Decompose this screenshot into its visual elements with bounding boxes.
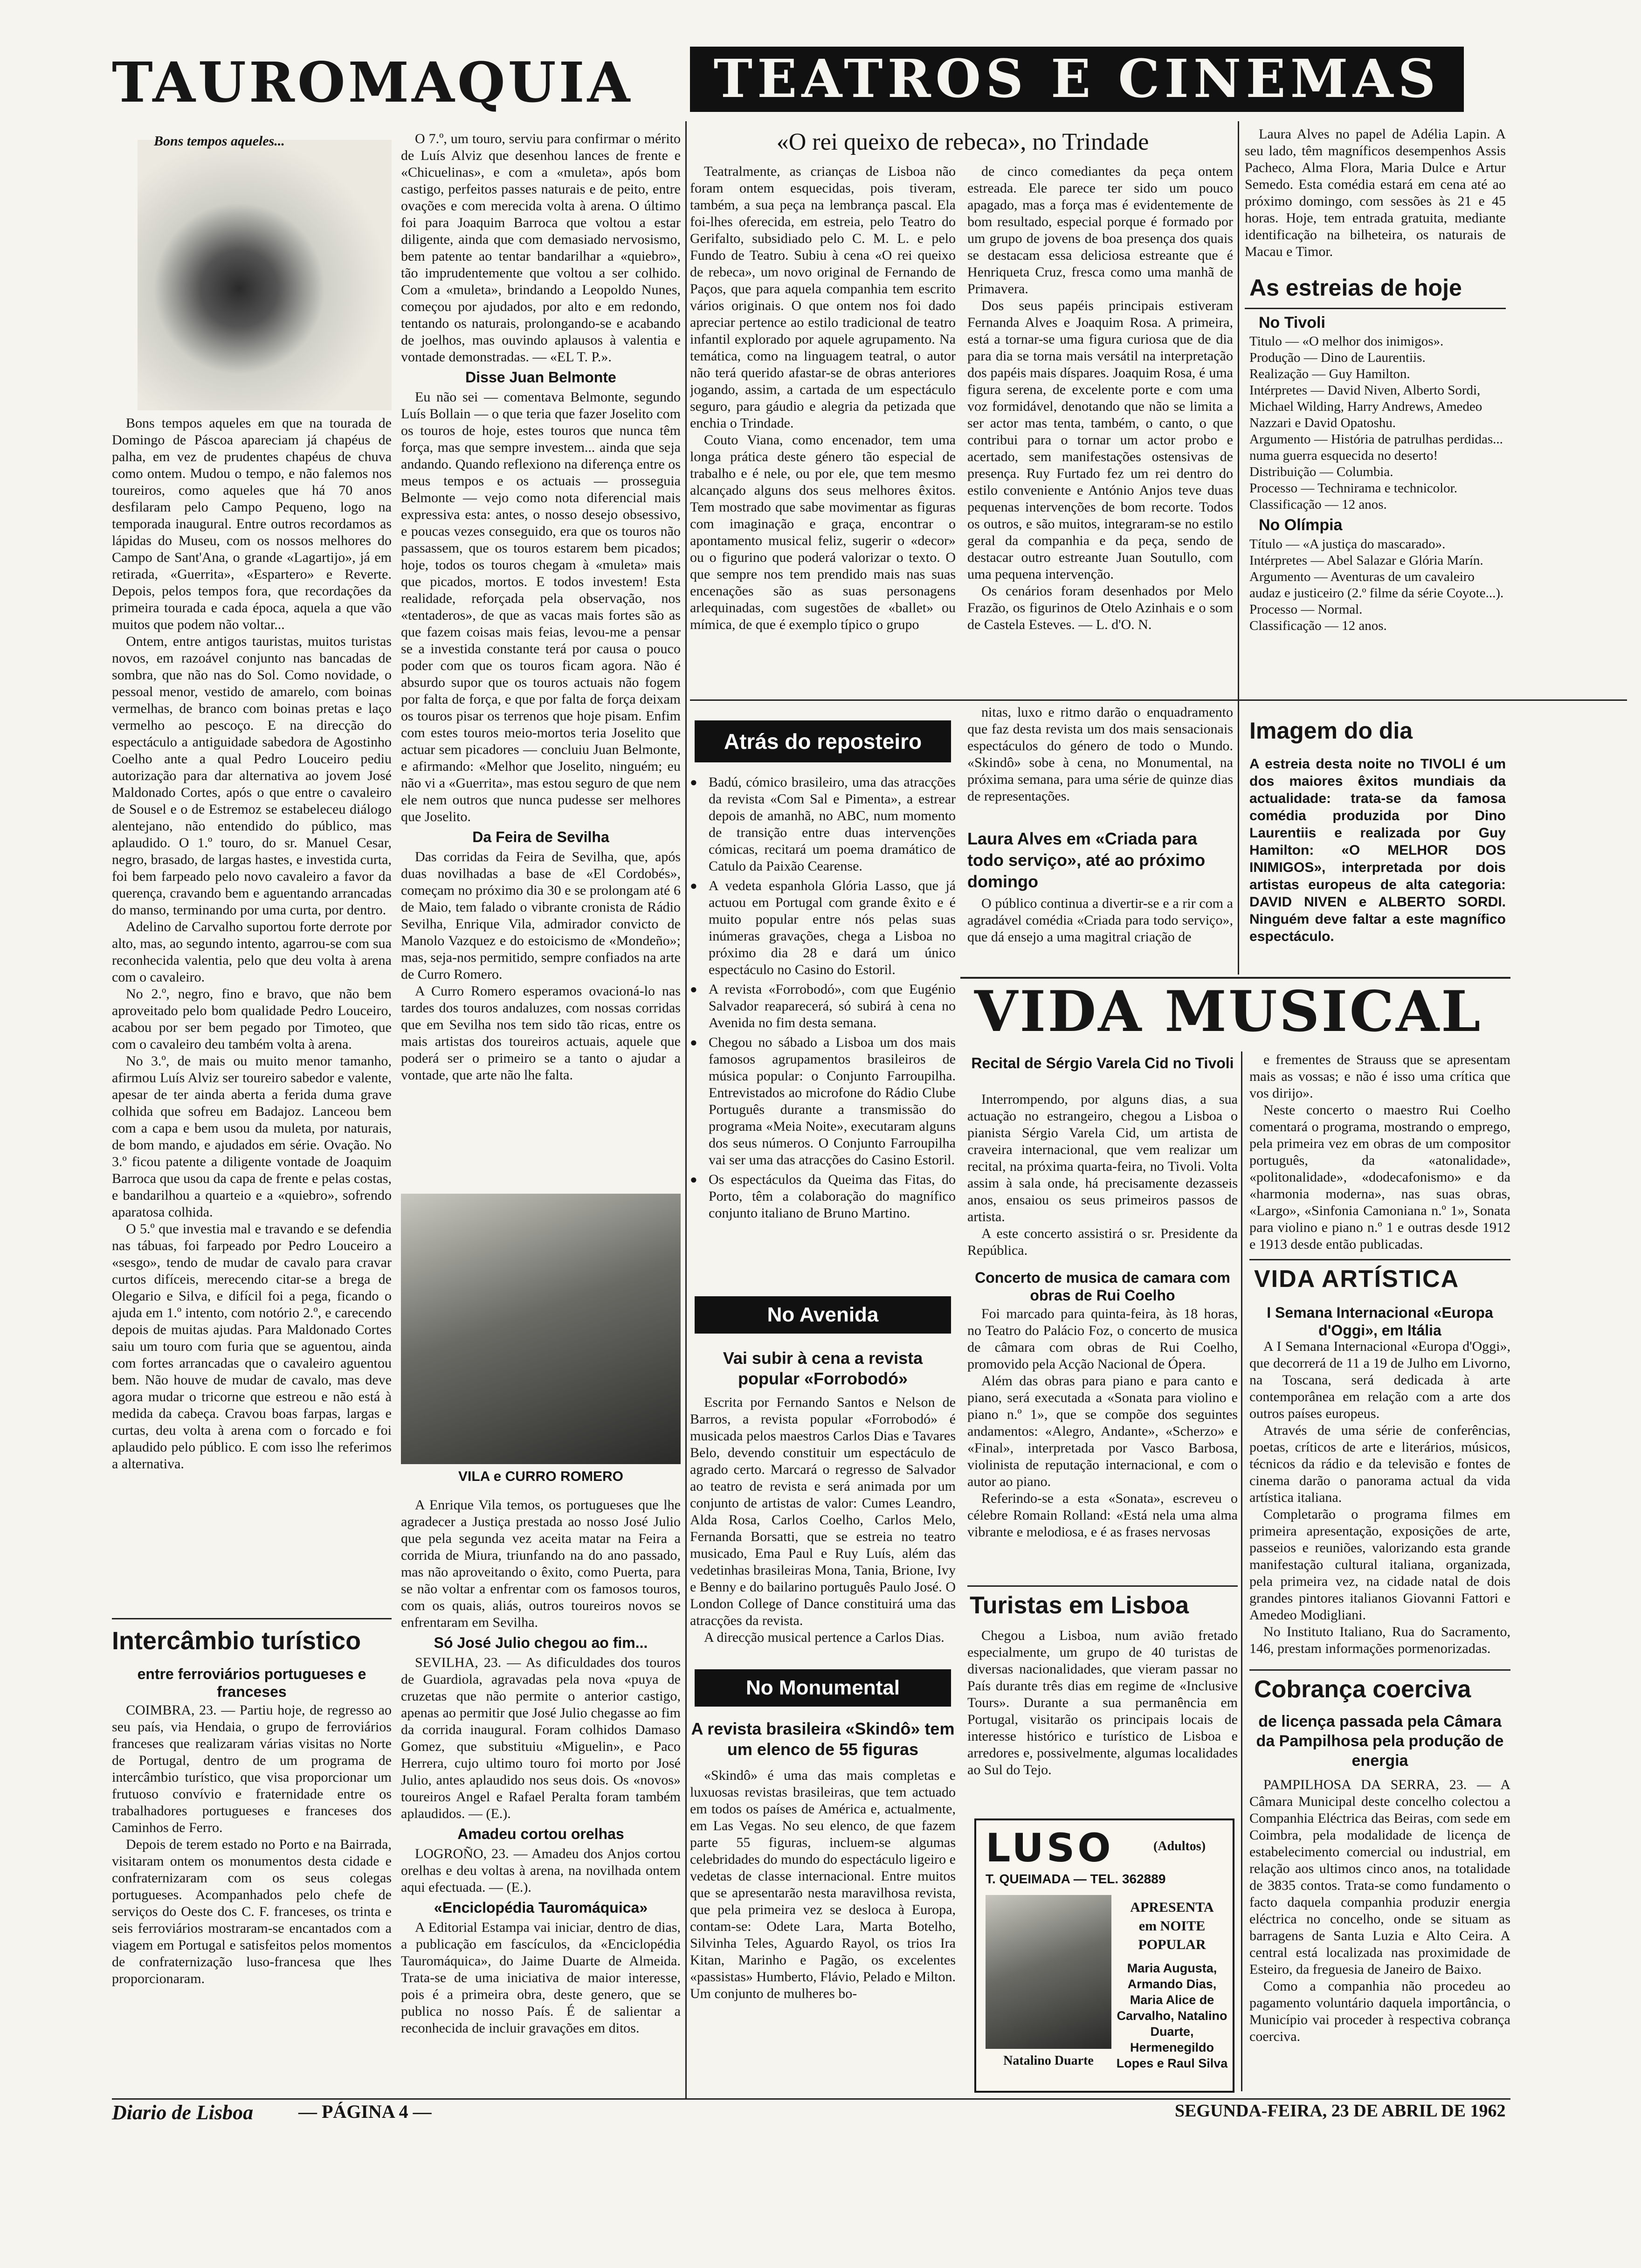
credit-line: Argumento — Aventuras de um cavaleiro audaz e justiceiro (2.º filme da série Coyote...). xyxy=(1249,569,1504,601)
monumental-label: No Monumental xyxy=(695,1669,951,1707)
paragraph: O público continua a divertir-se e a rir com a agradável comédia «Criada para todo serviço», que dá ensejo a uma magitral criação de xyxy=(967,896,1233,945)
intercambio-title: Intercâmbio turístico xyxy=(112,1627,361,1655)
paragraph: e frementes de Strauss que se apresentam mais as vossas; e não é isso uma crítica que vos dirijo». xyxy=(1249,1052,1510,1101)
luso-apresenta: APRESENTA xyxy=(1130,1900,1214,1915)
credit-line: Realização — Guy Hamilton. xyxy=(1249,366,1410,382)
divider xyxy=(1249,1259,1510,1260)
paragraph: Foi marcado para quinta-feira, às 18 horas, no Teatro do Palácio Foz, o concerto de musica de câmara com obras de Rui Coelho, promovido pela Acção Nacional de Ópera. xyxy=(967,1306,1238,1372)
recital-text xyxy=(967,1091,1238,1264)
list-item: ● Badú, cómico brasileiro, uma das atracções da revista «Com Sal e Pimenta», a estrear depois de amanhã, no ABC, num momento de transição entre duas intervenções cómicas, recitará um poema dramático de Catulo da Paixão Cearense. xyxy=(690,774,956,875)
reposteiro-list xyxy=(690,774,956,1329)
cobranca-title: Cobrança coerciva xyxy=(1254,1676,1471,1703)
paragraph: SEVILHA, 23. — As dificuldades dos touros de Guardiola, agravadas pela nova «puya de cruzetas que não permite o anterior castigo, apenas ao permitir que José Julio chegasse ao fim da corrida inaugural. Foram colhidos Damaso Gomez, que substituiu «Miguelin», e Paco Herrera, cujo ultimo touro foi morto por José Julio, antes aplaudido nos seus dois. Os «novos» toureiros Angel e Rafael Peralta foram também aplaudidos. — (E.). xyxy=(401,1655,681,1821)
paragraph: Interrompendo, por alguns dias, a sua actuação no estrangeiro, chegou a Lisboa o pianista Sérgio Varela Cid, um artista de craveira internacional, que vem realizar um recital, na próxima quarta-feira, no Tivoli. Volta assim à sala onde, há precisamente dezasseis anos, ensaiou os seus primeiros passos de artista. xyxy=(967,1092,1238,1224)
paragraph: Os cenários foram desenhados por Melo Frazão, os figurinos de Otelo Azinhais e o som de Castela Esteves. — L. d'O. N. xyxy=(967,583,1233,632)
paragraph: Ontem, entre antigos tauristas, muitos turistas novos, em razoável conjunto nas bancadas de sombra, que não nas do Sol. Como novidade, o pessoal menor, vestido de amarelo, com boinas vermelhas, de branco com boinas pretas e laço vermelho ao pescoço. E na direcção do espectáculo a antiguidade sabedora de Agostinho Coelho ante a qual Pedro Louceiro pediu autorização para dar alternativa ao jovem José Maldonado Cortes, após o que entre o cavaleiro de Sousel e o de Estremoz se estabeleceu diálogo alentejano, não entendido do público, mas aplaudido. O 1.º touro, do sr. Manuel Cesar, negro, brasado, de largas hastes, e investida curta, foi bem farpeado pelo novo cavaleiro a favor da querença, cravando bem e aguentando arrancadas do manso, terminando por uma curta, por dentro. xyxy=(112,634,392,918)
list-item: ● A revista «Forrobodó», com que Eugénio Salvador reaparecerá, só subirá à cena no Avenida no fim desta semana. xyxy=(690,981,956,1031)
paragraph: Depois de terem estado no Porto e na Bairrada, visitaram ontem os monumentos desta cidade e confraternizaram com os seus colegas portugueses. Acompanhados pelo chefe de serviços do Oeste dos C. F. franceses, os trinta e seis ferroviários mostraram-se encantados com a viagem em Portugal e satisfeitos pelos momentos de confraternização luso-francesa que lhes proporcionaram. xyxy=(112,1837,392,1986)
list-item: ● Os espectáculos da Queima das Fitas, do Porto, têm a colaboração do magnífico conjunto italiano de Bruno Martino. xyxy=(690,1171,956,1222)
luso-noite: em NOITE xyxy=(1138,1918,1206,1934)
paragraph: Através de uma série de conferências, poetas, críticos de arte e literários, músicos, técnicos da rádio e da televisão e fontes de cinema darão o panorama actual da vida artística italiana. xyxy=(1249,1423,1510,1505)
sevilha-heading: Da Feira de Sevilha xyxy=(472,829,609,845)
concerto-text xyxy=(967,1306,1238,1576)
luso-address: T. QUEIMADA — TEL. 362889 xyxy=(986,1872,1166,1886)
paragraph: Escrita por Fernando Santos e Nelson de Barros, a revista popular «Forrobodó» é musicada pelos maestros Carlos Dias e Tavares Belo, devendo constituir um espectáculo de agrado certo. Marcará o regresso de Salvador ao teatro de revista e será animada por um conjunto de artistas de valor: Cumes Leandro, Alda Rosa, Carlos Coelho, Carlos Melo, Fernanda Borsatti, que se estreia no teatro musicado, Ema Paul e Ruy Luís, além das vedetinhas brasileiras Mona, Tania, Brione, Ivy e Benny e do bailarino português Paulo José. O London College of Dance constituirá uma das atracções da revista. xyxy=(690,1395,956,1628)
paragraph: Referindo-se a esta «Sonata», escreveu o célebre Romain Rolland: «Está nela uma alma vibrante e melodiosa, e é as frases nervosas xyxy=(967,1491,1238,1540)
vida-artistica-title: VIDA ARTÍSTICA xyxy=(1254,1265,1460,1293)
tivoli-heading: No Tivoli xyxy=(1259,314,1325,332)
paragraph: No Instituto Italiano, Rua do Sacramento, 146, prestam informações pormenorizadas. xyxy=(1249,1624,1510,1656)
vida-musical-col2 xyxy=(1249,1051,1510,1252)
paragraph: de cinco comediantes da peça ontem estreada. Ele parece ter sido um pouco apagado, mas a força mas é evidentemente de bom resultado, especial porque é formado por um grupo de jovens de boa presença dos quais se destacam essa deliciosa estreante que é Henriqueta Cruz, fresca como uma manhã de Primavera. xyxy=(967,164,1233,297)
cobranca-subtitle: de licença passada pela Câmara da Pampilhosa pela produção de energia xyxy=(1256,1713,1504,1770)
paragraph: A este concerto assistirá o sr. Presidente da República. xyxy=(967,1226,1238,1258)
vida-musical-title: VIDA MUSICAL xyxy=(974,979,1482,1044)
laura-continued xyxy=(1245,126,1506,266)
vida-artistica-subtitle: I Semana Internacional «Europa d'Oggi», em Itália xyxy=(1267,1304,1493,1339)
divider xyxy=(112,1618,392,1619)
column-rule xyxy=(685,121,687,2098)
paragraph: Couto Viana, como encenador, tem uma longa prática deste género tão especial de trabalho e é nele, ou por ele, que tem mesmo alcançado alguns dos seus melhores êxitos. Tem mostrado que sabe movimentar as figuras com imaginação e graça, encontrar o apontamento musical feliz, sugerir o «decor» ou o figurino que poderá valorizar o texto. O que sempre nos tem prendido mais nas suas encenações são as suas personagens arlequinadas, com sugestões de «ballet» ou mímica, de que é exemplo típico o grupo xyxy=(690,432,956,632)
credit-line: Distribuição — Columbia. xyxy=(1249,464,1393,480)
credit-line: Classificação — 12 anos. xyxy=(1249,497,1387,512)
divider xyxy=(967,1585,1238,1587)
jose-julio-heading: Só José Julio chegou ao fim... xyxy=(434,1634,648,1651)
vila-romero-photo xyxy=(401,1194,681,1464)
trindade-title: «O rei queixo de rebeca», no Trindade xyxy=(776,129,1149,155)
paragraph: COIMBRA, 23. — Partiu hoje, de regresso ao seu país, via Hendaia, o grupo de ferroviários franceses que realizaram várias visitas no Norte de Portugal, dentro de um programa de intercâmbio turístico, que visa proporcionar um frutuoso convívio e fraternidade entre os trabalhadores portugueses e franceses dos Caminhos de Ferro. xyxy=(112,1702,392,1835)
paragraph: No 2.º, negro, fino e bravo, que não bem aproveitado pelo bom qualidade Pedro Louceiro, acabou por ser bem pegado por Timoteo, que com o cavaleiro deu também volta à arena. xyxy=(112,986,392,1052)
turistas-title: Turistas em Lisboa xyxy=(970,1592,1189,1619)
monumental-title: A revista brasileira «Skindô» tem um elenco de 55 figuras xyxy=(691,1719,955,1759)
paragraph: Neste concerto o maestro Rui Coelho comentará o programa, mostrando o emprego, pela primeira vez em obras de um compositor português, da «atonalidade», «politonalidade», «dodecafonismo» e da «harmonia moderna», nas suas obras, «Largo», «Sinfonia Camoniana n.º 1», Sonata para violino e piano n.º 1 e outras desde 1912 e 1913 desde então publicadas. xyxy=(1249,1102,1510,1252)
tauromaquia-title: TAUROMAQUIA xyxy=(112,50,633,115)
estreias-title: As estreias de hoje xyxy=(1249,275,1462,301)
footer-rule xyxy=(112,2098,1510,2100)
page-number: — PÁGINA 4 — xyxy=(298,2101,432,2122)
photo-caption: VILA e CURRO ROMERO xyxy=(458,1469,623,1484)
credit-line: Produção — Dino de Laurentiis. xyxy=(1249,350,1426,366)
paragraph: nitas, luxo e ritmo darão o enquadramento que faz desta revista um dos mais sensacionais espectáculos do género de todo o Mundo. «Skindô» sobe à cena, no Monumental, na próxima semana, para uma série de quinze dias de representações. xyxy=(967,705,1233,804)
paragraph: «Skindô» é uma das mais completas e luxuosas revistas brasileiras, que tem actuado em todos os países de América e, actualmente, em Las Vegas. No seu elenco, de que fazem parte 55 figuras, incluem-se algumas celebridades do mundo do espectáculo ligeiro e vedetas de classe internacional. Entre muitos que se apresentarão nesta maravilhosa revista, que pela primeira vez se desloca à Europa, contam-se: Odete Lara, Marta Botelho, Silvinha Teles, Aguardo Rayol, os trios Ira Kitan, Marinho e Pagão, os excelentes «passistas» Humberto, Flávio, Pelado e Milton. Um conjunto de mulheres bo- xyxy=(690,1768,956,2001)
avenida-text xyxy=(690,1394,956,1655)
avenida-title: Vai subir à cena a revista popular «Forrobodó» xyxy=(723,1348,923,1388)
estreias-text xyxy=(1249,312,1506,713)
belmonte-heading: Disse Juan Belmonte xyxy=(465,369,616,386)
column-rule xyxy=(1238,121,1239,975)
reposteiro-title: Atrás do reposteiro xyxy=(695,720,951,762)
paragraph: A Enrique Vila temos, os portugueses que lhe agradecer a Justiça prestada ao nosso José Julio que pela segunda vez aceita matar na Feira a corrida de Miura, triunfando na do ano passado, mas não aproveitando o êxito, como Puerta, para se não voltar a enfrentar com os famosos touros, com os quais, aliás, outros toureiros novos se enfrentaram em Sevilha. xyxy=(401,1497,681,1630)
monumental-text xyxy=(690,1767,956,2089)
turistas-text xyxy=(967,1627,1238,1814)
credit-line: Classificação — 12 anos. xyxy=(1249,618,1387,633)
sketch-caption: Bons tempos aqueles... xyxy=(154,133,285,149)
luso-popular: POPULAR xyxy=(1138,1937,1206,1952)
divider xyxy=(1249,1669,1510,1671)
tauromaquia-col2-bottom xyxy=(401,1497,681,2089)
paragraph: Como a companhia não procedeu ao pagamento voluntário daquela importância, o Município vai proceder à respectiva cobrança coerciva. xyxy=(1249,1978,1510,2044)
intercambio-subtitle: entre ferroviários portugueses e franceses xyxy=(137,1666,366,1700)
paragraph: PAMPILHOSA DA SERRA, 23. — A Câmara Municipal deste concelho colectou a Companhia Eléctrica das Beiras, com sede em Coimbra, pela modalidade de licença de estabelecimento comercial ou industrial, em relação aos ultimos cinco anos, na totalidade de 3835 contos. Trata-se como fundamento o facto daquela companhia produzir energia eléctrica no concelho, onde se situam as barragens de Santa Luzia e Alto Ceira. A central está localizada nas proximidade de Esteiro, da freguesia de Janeiro de Baixo. xyxy=(1249,1777,1510,1977)
recital-heading: Recital de Sérgio Varela Cid no Tivoli xyxy=(971,1055,1234,1072)
luso-adultos: (Adultos) xyxy=(1153,1839,1206,1853)
enciclopedia-heading: «Enciclopédia Tauromáquica» xyxy=(434,1899,648,1916)
luso-name: LUSO xyxy=(986,1825,1114,1871)
imagem-title: Imagem do dia xyxy=(1249,718,1413,744)
credit-line: Processo — Technirama e technicolor. xyxy=(1249,481,1457,496)
paragraph: No 3.º, de mais ou muito menor tamanho, afirmou Luís Alviz ser toureiro sabedor e valente, apesar de ter ainda aberta a ferida duma grave colhida que sofreu em Badajoz. Lanceou bem com a capa e bem usou da muleta, por naturais, de bom mando, e ajudados em série. Ovação. No 3.º ficou patente a diligente vontade de Joaquim Barroca que usou da capa de frente e pelas costas, e bandarilhou a quarteio e a «quiebro», sofrendo aparatosa colhida. xyxy=(112,1053,392,1220)
avenida-label: No Avenida xyxy=(695,1296,951,1334)
laura-text xyxy=(967,895,1233,970)
paragraph: A direcção musical pertence a Carlos Dias. xyxy=(704,1630,945,1645)
laura-title: Laura Alves em «Criada para todo serviço», até ao próximo domingo xyxy=(967,829,1206,891)
paragraph: Bons tempos aqueles em que na tourada de Domingo de Páscoa apareciam já chapéus de palha, em vez de prudentes chapéus de chuva como ontem. Mudou o tempo, e não falemos nos toureiros, como aqueles que há 70 anos desfilaram pelo Campo Pequeno, logo na temporada inaugural. Entre outros recordamos as lápidas do Museu, com os nossos melhores do Campo de Sant'Ana, o grande «Lagartijo», já em retirada, «Guerrita», «Espartero» e Reverte. Depois, pelos tempos fora, que recordações da primeira tourada e cada época, aquela a que vão muitos que podem não voltar... xyxy=(112,415,392,632)
paragraph: Laura Alves no papel de Adélia Lapin. A seu lado, têm magníficos desempenhos Assis Pacheco, Alma Flora, Maria Dulce e Artur Semedo. Esta comédia estará em cena até ao próximo domingo, com sessões às 21 e 45 horas. Hoje, tem entrada gratuita, mediante identificação na bilheteira, os naturais de Macau e Timor. xyxy=(1245,126,1506,259)
issue-date: SEGUNDA-FEIRA, 23 DE ABRIL DE 1962 xyxy=(1175,2101,1506,2121)
paragraph: A I Semana Internacional «Europa d'Oggi», que decorrerá de 11 a 19 de Julho em Livorno, na Toscana, será dedicada à arte contemporânea em relação com a arte dos outros países europeus. xyxy=(1249,1339,1510,1421)
paragraph: Dos seus papéis principais estiveram Fernanda Alves e Joaquim Rosa. A primeira, está a tornar-se uma figura curiosa que de dia para dia se torna mais versátil na interpretação dos papéis mais díspares. Joaquim Rosa, é uma figura serena, de excelente porte e com uma voz formidável, denotando que não se limita a ser actor mas tenta, também, o canto, o que contribui para o tornar um actor probo e acertado, sem manifestações ostensivas de presença. Ruy Furtado fez um rei dentro do estilo conveniente e António Anjos teve duas pequenas intervenções de bom recorte. Todos os outros, e são muitos, integraram-se no estilo geral da companhia e da peça, sendo de destacar outro estreante Juan Soutullo, com uma pequena intervenção. xyxy=(967,298,1233,582)
tauromaquia-col2-top xyxy=(401,131,681,1184)
masthead: Diario de Lisboa xyxy=(112,2101,254,2124)
luso-photo-caption: Natalino Duarte xyxy=(1003,2054,1094,2068)
paragraph: Das corridas da Feira de Sevilha, que, após duas novilhadas a base de «El Cordobés», começam no próximo dia 30 e se prolongam até 6 de Maio, tem falado o vibrante cronista de Rádio Sevilha, Enrique Vila, admirador convicto de Manolo Vazquez e do estoicismo de «Mondeño»; mas, seja-nos permitido, sempre confiados na arte de Curro Romero. xyxy=(401,849,681,982)
divider xyxy=(1245,308,1506,309)
olimpia-heading: No Olímpia xyxy=(1259,516,1343,534)
skindo-continued xyxy=(967,704,1233,816)
luso-cast: Maria Augusta, Armando Dias, Maria Alice de Carvalho, Natalino Duarte, Hermenegildo Lopes e Raul Silva xyxy=(1116,1961,1228,2070)
column-rule xyxy=(1241,1051,1242,2091)
trindade-col1 xyxy=(690,163,956,685)
teatros-cinemas-banner: TEATROS E CINEMAS xyxy=(690,47,1464,112)
list-item: ● Chegou no sábado a Lisboa um dos mais famosos agrupamentos brasileiros de música popular: o Conjunto Farroupilha. Entrevistados ao microfone do Rádio Clube Português durante a transmissão do programa «Meia Noite», executaram alguns dos seus números. O Conjunto Farroupilha vai ser uma das atracções do Casino Estoril. xyxy=(690,1034,956,1169)
credit-line: Titulo — «O melhor dos inimigos». xyxy=(1249,334,1444,349)
credit-line: Título — «A justiça do mascarado». xyxy=(1249,536,1446,552)
paragraph: O 5.º que investia mal e travando e se defendia nas tábuas, foi farpeado por Pedro Louceiro a «sesgo», tendo de mudar de cavalo para cravar curtos difíceis, merecendo citar-se a brega de Olegario e Silva, e difícil foi a pega, ficando o ajuda em 1.º intento, com notório 2.º, e carecendo depois de muitas ajudas. Para Maldonado Cortes saiu um touro com furia que se aguentou, ainda com fortes arrancadas que o cavaleiro aguentou bem. Não houve de mudar de cavalo, mas deve agora mudar o tricorne que estreou e não está à medida da cabeça. Cravou boas farpas, largas e curtas, deu volta à arena com o forcado e foi aplaudido pelo público. E com isso lhe referimos a alternativa. xyxy=(112,1221,392,1472)
intercambio-text xyxy=(112,1702,392,2089)
paragraph: A Curro Romero esperamos ovacioná-lo nas tardes dos touros andaluzes, com nossas corridas que em Sevilha nos tem sido tão ricas, entre os mais artistas dos toureiros actuais, aquele que poderá ser o primeiro se a tanto o ajudar a vontade, que arte não lhe falta. xyxy=(401,983,681,1083)
credit-line: Intérpretes — David Niven, Alberto Sordi, Michael Wilding, Harry Andrews, Amedeo Nazzari e David Opatoshu. xyxy=(1249,383,1482,431)
paragraph: Adelino de Carvalho suportou forte derrote por alto, mas, ao segundo intento, agarrou-se com sua reconhecida valentia, pelo que deu volta à arena com o cavaleiro. xyxy=(112,919,392,985)
credit-line: Intérpretes — Abel Salazar e Glória Marín. xyxy=(1249,553,1483,568)
vida-artistica-text xyxy=(1249,1338,1510,1665)
paragraph: O 7.º, um touro, serviu para confirmar o mérito de Luís Alviz que desenhou lances de frente e «Chicuelinas», e com a «muleta», após bom castigo, perfeitos passes naturais e de peito, entre ovações e com merecida volta à arena. O último foi para Joaquim Barroca que voltou a estar diligente, ainda que com demasiado nervosismo, bem patente ao tentar bandarilhar a «quiebro», tão imprudentemente que voltou a ser colhido. Com a «muleta», brindando a Leopoldo Nunes, começou por ajudados, por alto e em redondo, tentando os naturais, prolongando-se e acabando de joelhos, mas ouvindo aplausos à valentia e vontade demonstradas. — «EL T. P.». xyxy=(401,131,681,365)
cobranca-text xyxy=(1249,1777,1510,2089)
tauromaquia-col1 xyxy=(112,415,392,1613)
paragraph: Teatralmente, as crianças de Lisboa não foram ontem esquecidas, pois tiveram, também, a sua peça na lembrança pascal. Ela foi-lhes oferecida, em estreia, pelo Teatro do Gerifalto, subsidiado pelo C. M. L. e pelo Fundo de Teatro. Subiu à cena «O rei queixo de rebeca», um novo original de Fernando de Paços, que para aquela companhia tem escrito vários originais. O que ontem nos foi dado apreciar pertence ao estilo tradicional de teatro infantil explorado por aquele agrupamento. Na temática, como na linguagem teatral, o autor não terá querido afastar-se de obras anteriores jogando, assim, a cartada de um espectáculo seguro, para gáudio e alegria da petizada que enchia o Trindade. xyxy=(690,164,956,431)
luso-advert xyxy=(974,1819,1234,2093)
paragraph: A Editorial Estampa vai iniciar, dentro de dias, a publicação em fascículos, da «Enciclopédia Tauromáquica», do Jaime Duarte de Almeida. Trata-se de uma iniciativa de maior interesse, pois é a primeira obra, deste genero, que se publica no nosso País. É de salientar a reconhecida de incluir gravações em ditos. xyxy=(401,1920,681,2036)
credit-line: Argumento — História de patrulhas perdidas... numa guerra esquecida no deserto! xyxy=(1249,432,1503,463)
paragraph: Além das obras para piano e para canto e piano, será executada a «Sonata para violino e piano n.º 1», que se compõe dos seguintes andamentos: «Alegro, Andante», «Scherzo» e «Final», interpretada por Vasco Barbosa, violinista de reputação internacional, e com o autor ao piano. xyxy=(967,1373,1238,1489)
credit-line: Processo — Normal. xyxy=(1249,602,1363,617)
natalino-photo xyxy=(986,1895,1111,2049)
paragraph: Completarão o programa filmes em primeira apresentação, exposições de arte, passeios e reuniões, valorizando esta grande manifestação cultural italiana, organizada, pela primeira vez, na cidade natal de dois grandes pintores italianos Giovanni Fattori e Amedeo Modigliani. xyxy=(1249,1507,1510,1623)
bullfight-sketch xyxy=(138,140,392,410)
amadeu-heading: Amadeu cortou orelhas xyxy=(457,1825,624,1842)
list-item: ● A vedeta espanhola Glória Lasso, que já actuou em Portugal com grande êxito e é muito popular entre nós pelas suas inúmeras gravações, chega a Lisboa no próximo dia 28 e dará um único espectáculo no Casino do Estoril. xyxy=(690,878,956,978)
imagem-text: A estreia desta noite no TIVOLI é um dos maiores êxitos mundiais da actualidade: trata-se da famosa comédia produzida por Dino Laurentiis e realizada por Guy Hamilton: «O MELHOR DOS INIMIGOS», interpretada por dois artistas europeus de alta categoria: DAVID NIVEN e ALBERTO SORDI. Ninguém deve faltar a este magnífico espectáculo. xyxy=(1249,756,1506,944)
concerto-heading: Concerto de musica de camara com obras de Rui Coelho xyxy=(975,1269,1230,1304)
trindade-col2 xyxy=(967,163,1233,685)
paragraph: LOGROÑO, 23. — Amadeu dos Anjos cortou orelhas e deu voltas à arena, na novilhada ontem aqui efectuada. — (E.). xyxy=(401,1846,681,1895)
paragraph: Chegou a Lisboa, num avião fretado especialmente, um grupo de 40 turistas de diversas nacionalidades, que vieram passar no País durante três dias em regime de «Inclusive Tours». Durante a sua permanência em Portugal, visitarão os principais locais de interesse histórico e turístico de Lisboa e arredores e, possivelmente, algumas localidades ao Sul do Tejo. xyxy=(967,1628,1238,1777)
paragraph: Eu não sei — comentava Belmonte, segundo Luís Bollain — o que teria que fazer Joselito com os touros de hoje, estes touros que nunca têm força, mas que sempre investem... ainda que seja andando. Quando reflexiono na diferença entre os meus tempos e os actuais — prosseguia Belmonte — vejo como nota diferencial mais expressiva esta: antes, o nosso desejo obsessivo, e poucas vezes conseguido, era que os touros não passassem, que os touros estarem bem picados; hoje, todos os touros chegam à «muleta» mais que picados, mortos. E todos investem! Esta realidade, reforçada pela observação, nos «tentaderos», de que as vacas mais fortes são as que fazem coisas mais feias, levou-me a pensar se a investida constante terá por causa o pouco poder com que os touros ficam agora. Não é absurdo supor que os touros actuais não fogem por falta de força, e que por falta de força deixam os touros pisar os terrenos que hoje pisam. Enfim com estes touros meio-mortos teria Joselito que actuar sem picadores — concluiu Juan Belmonte, e afirmando: «Melhor que Joselito, ninguém; eu não vi a «Guerrita», mas estou seguro de que nem ele nem outros que nunca pudesse ser melhores que Joselito. xyxy=(401,389,681,824)
